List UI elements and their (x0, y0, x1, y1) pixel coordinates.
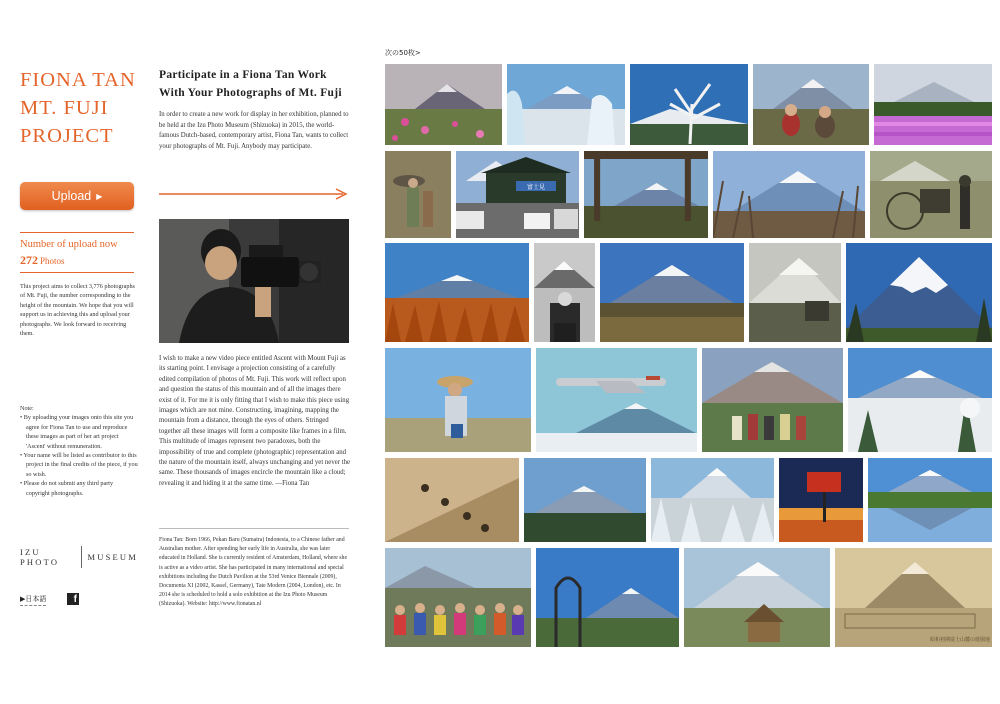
gallery-photo[interactable] (534, 243, 595, 342)
izu-photo-museum-logo[interactable] (20, 546, 138, 568)
right-arrow-icon (159, 186, 349, 202)
gallery-photo[interactable] (536, 348, 697, 452)
logo-text-left: IZU PHOTO (20, 547, 60, 567)
counter-unit: Photos (40, 256, 65, 266)
participate-heading (159, 66, 349, 102)
gallery-photo[interactable] (779, 458, 863, 542)
section-divider (159, 528, 349, 529)
upload-label: Upload (51, 189, 92, 203)
note-item: • By uploading your images onto this site you agree for Fiona Tan to use and reproduce these images as part of her art project 'Ascent' without remuneration. (20, 414, 134, 450)
svg-text:昭和初期富士山麓の遊園地: 昭和初期富士山麓の遊園地 (929, 637, 991, 643)
gallery-photo[interactable] (507, 64, 625, 145)
svg-text:富士見: 富士見 (526, 184, 546, 191)
intro-paragraph: In order to create a new work for display in her exhibition, planned to be held at the Izu Photo Museum (Shizuoka) in 2015, the world-famous Dutch-based, contemporary artist, Fiona Tan, wants to collect your photographs of Mt. Fuji. Anybody may participate. (159, 111, 349, 150)
gallery-photo[interactable] (385, 548, 531, 647)
artist-biography: Fiona Tan: Born 1966, Pekan Baru (Sumatra) Indonesia, to a Chinese father and Australian mother. After spending her early life in Australia, she was later educated in Holland. She is currently resident of Amsterdam, Holland, where she is active as a video artist. She has participated in many international and special exhibitions including the Dutch Pavilion at the 53rd Venice Biennale (2009), Documenta XI (2002, Kassel, Germany), Tate Modern (2004, London), etc. In 2014 she is scheduled to hold a solo exhibition at the Izu Photo Museum (Shizuoka). Website: http://www.fionatan.nl (159, 537, 348, 608)
artist-statement: I wish to make a new video piece entitled Ascent with Mount Fuji as its starting point. I envisage a projection consisting of a carefully edited compilation of photos of Mt. Fuji. This work will reflect upon and question the status of this mountain and of all the images there exist of it. For me it is only fitting that I wish to make this piece using images which are not mine. Constructing, imagining, mapping the mountain from a distance, through the eyes of others. Stringed together all these images will form a composite like frames in a film. This multitude of images represent two paradoxes, both the impossibility of true and complete (photographic) representation and the nature of the mountain itself, always unchanging and yet never the same. These thousands of images encircle the mountain like a cloud; revealing it and hiding it at the same time. —Fiona Tan (159, 355, 351, 487)
gallery-photo[interactable] (848, 348, 992, 452)
japanese-language-link[interactable]: ▶日本語 (20, 594, 46, 606)
upload-counter (20, 232, 134, 273)
gallery-photo[interactable] (385, 458, 519, 542)
gallery-photo[interactable] (524, 458, 646, 542)
counter-label: Number of upload now (20, 239, 118, 250)
project-description: This project aims to collect 3,776 photographs of Mt. Fuji, the number corresponding to the height of the mountain. We hope that you will support us in achieving this and upload your photographs. We look forward to receiving them. (20, 283, 135, 338)
title-line: MT. FUJI (20, 97, 109, 119)
gallery-photo[interactable] (456, 151, 579, 238)
gallery-photo[interactable] (651, 458, 774, 542)
gallery-photo[interactable] (385, 243, 529, 342)
project-title (20, 66, 136, 150)
play-arrow-icon: ▶ (96, 191, 103, 201)
gallery-photo[interactable] (385, 151, 451, 238)
gallery-photo[interactable] (536, 548, 679, 647)
gallery-photo[interactable] (600, 243, 744, 342)
gallery-photo[interactable] (702, 348, 843, 452)
heading-line: Participate in a Fiona Tan Work (159, 69, 327, 81)
logo-divider (81, 546, 82, 568)
title-line: PROJECT (20, 125, 114, 147)
gallery-photo[interactable] (868, 458, 992, 542)
counter-value: 272 (20, 253, 38, 267)
notes (20, 404, 138, 498)
gallery-photo[interactable] (713, 151, 865, 238)
gallery-photo[interactable] (385, 348, 531, 452)
left-column (20, 66, 138, 605)
artist-portrait-photo (159, 219, 349, 343)
next-50-link[interactable]: 次の50枚> (385, 49, 421, 57)
middle-column (159, 66, 351, 608)
gallery-photo[interactable] (870, 151, 992, 238)
logo-text-right: MUSEUM (87, 552, 138, 562)
gallery-photo[interactable] (846, 243, 992, 342)
gallery-photo[interactable] (835, 548, 992, 647)
gallery-photo[interactable] (385, 64, 502, 145)
gallery-photo[interactable] (753, 64, 869, 145)
note-item: • Please do not submit any third party copyright photographs. (20, 480, 114, 497)
upload-button[interactable] (20, 182, 134, 210)
title-line: FIONA TAN (20, 69, 136, 91)
gallery-photo[interactable] (584, 151, 708, 238)
gallery-photo[interactable] (630, 64, 748, 145)
gallery-photo[interactable] (749, 243, 841, 342)
note-item: • Your name will be listed as contributor to this project in the final credits of the piece, if you so wish. (20, 452, 138, 478)
facebook-icon[interactable]: f (67, 593, 79, 605)
heading-line: With Your Photographs of Mt. Fuji (159, 87, 342, 99)
gallery-photo[interactable] (684, 548, 830, 647)
notes-title: Note: (20, 405, 34, 412)
gallery-photo[interactable] (874, 64, 992, 145)
